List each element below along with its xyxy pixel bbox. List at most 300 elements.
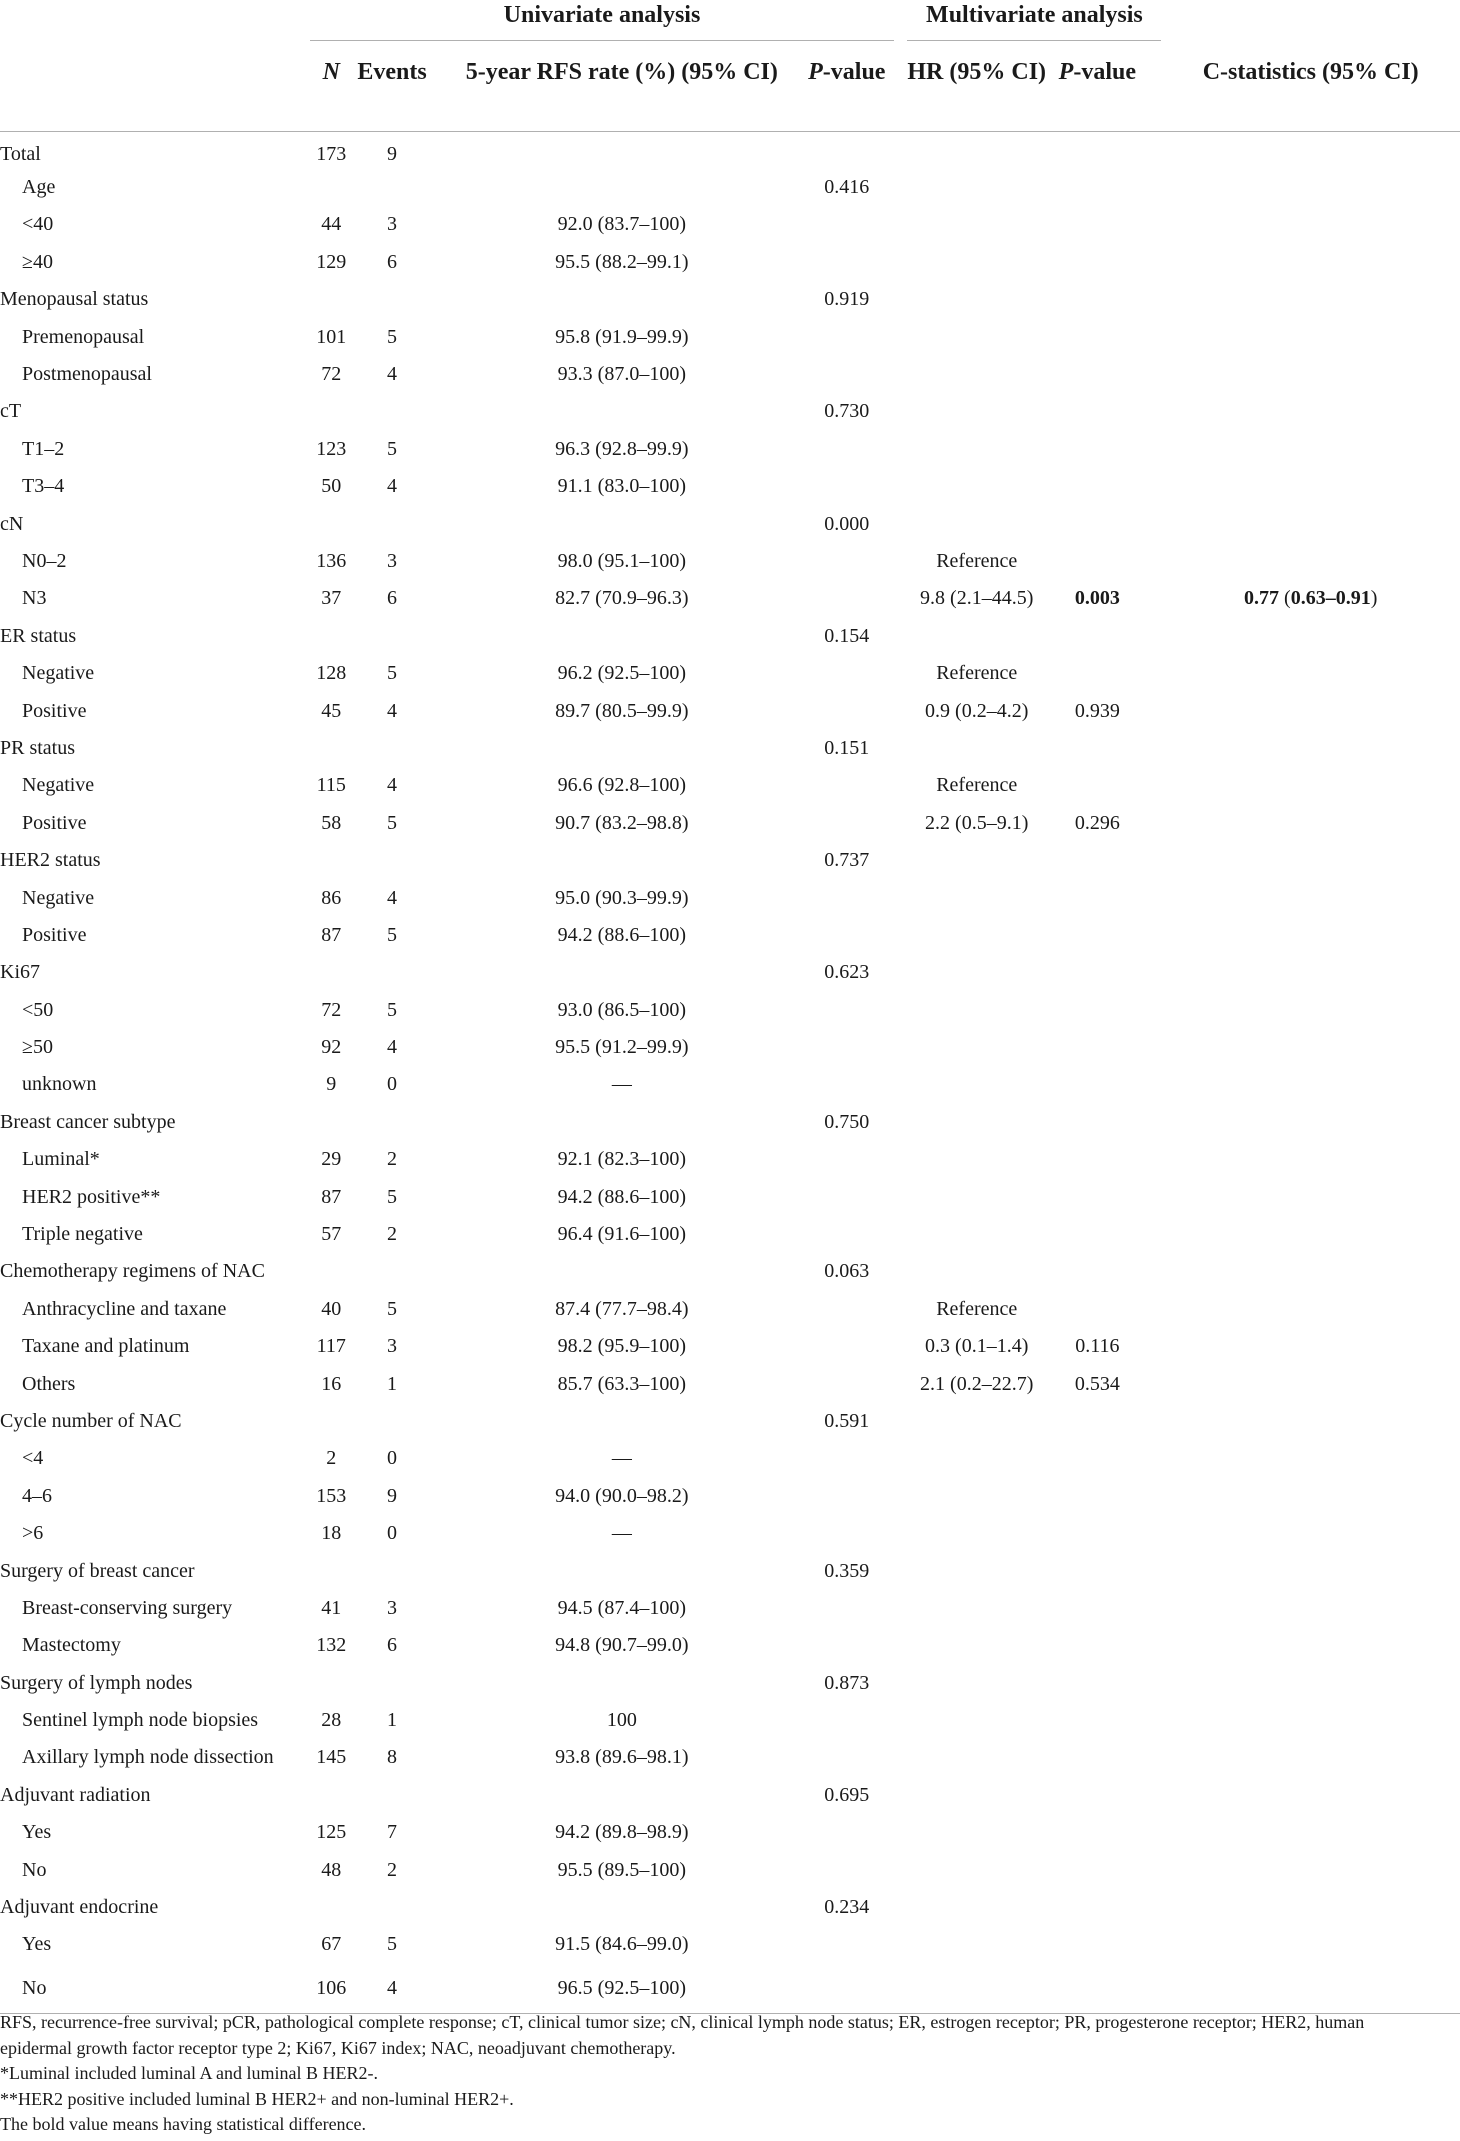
cell-cstat: [1161, 1216, 1460, 1253]
cell-hr: [907, 1777, 1046, 1814]
cell-n: [310, 1665, 352, 1702]
cell-hr: [907, 1253, 1046, 1290]
cell-cstat: [1161, 1627, 1460, 1664]
cell-pvalue-multi: [1046, 842, 1149, 879]
cell-events: 5: [387, 437, 398, 460]
table-row: [0, 1478, 1460, 1515]
cell-pvalue: 0.623: [824, 961, 870, 984]
cell-rfs: 95.0 (90.3–99.9): [555, 886, 689, 909]
cell-pvalue-multi: [1046, 1889, 1149, 1926]
cell-n: [310, 1552, 352, 1589]
cell-n: 41: [321, 1596, 342, 1619]
cell-pvalue: [800, 1590, 894, 1627]
cell-pvalue: [800, 692, 894, 729]
cell-events: 8: [387, 1746, 398, 1769]
cell-events: 4: [387, 363, 398, 386]
cell-n: [310, 1104, 352, 1141]
cell-pvalue-multi: [1046, 991, 1149, 1028]
cell-pvalue: 0.234: [824, 1896, 870, 1919]
table-row: [0, 1178, 1460, 1215]
cell-n: [310, 954, 352, 991]
cell-rfs: 91.1 (83.0–100): [557, 475, 686, 498]
cell-cstat: [1161, 1066, 1460, 1103]
cell-cstat: [1161, 1365, 1460, 1402]
cell-events: 4: [387, 1036, 398, 1059]
cell-hr: [907, 1627, 1046, 1664]
cell-hr: [907, 1702, 1046, 1739]
row-label: PR status: [0, 736, 76, 759]
cell-pvalue: [800, 1627, 894, 1664]
cell-cstat: [1161, 1590, 1460, 1627]
cell-rfs: [444, 281, 800, 318]
cell-hr: [907, 917, 1046, 954]
cell-events: 4: [387, 774, 398, 797]
table-row: [0, 1590, 1460, 1627]
cell-events: [352, 618, 432, 655]
table-row: [0, 1739, 1460, 1776]
cell-hr: [907, 1515, 1046, 1552]
cell-hr: [907, 318, 1046, 355]
cell-pvalue: [800, 431, 894, 468]
cell-n: 9: [326, 1073, 337, 1096]
cell-pvalue-multi: 0.296: [1074, 811, 1120, 834]
cell-hr: [907, 730, 1046, 767]
col-header-n: N: [310, 41, 352, 132]
cell-hr: [907, 1739, 1046, 1776]
row-label: N3: [22, 587, 47, 610]
footnote-line: RFS, recurrence-free survival; pCR, pathological complete response; cT, clinical tumor size; cN, clinical lymph node status; ER, estrogen receptor; PR, progesterone receptor; HER2, human: [0, 2012, 1365, 2032]
cell-hr: [907, 1216, 1046, 1253]
cell-pvalue: [800, 1964, 894, 2014]
table-row: [0, 1104, 1460, 1141]
cell-rfs: 92.0 (83.7–100): [557, 213, 686, 236]
cell-pvalue: [800, 655, 894, 692]
cell-events: 3: [387, 549, 398, 572]
footnote-line: *Luminal included luminal A and luminal B HER2-.: [0, 2063, 378, 2083]
cell-pvalue: [800, 1291, 894, 1328]
cell-pvalue-multi: [1046, 618, 1149, 655]
cell-n: 37: [321, 587, 342, 610]
cell-events: [352, 393, 432, 430]
cell-rfs: —: [611, 1522, 632, 1545]
table-row: [0, 1291, 1460, 1328]
cell-n: [310, 393, 352, 430]
cell-rfs: [444, 505, 800, 542]
cell-pvalue-multi: [1046, 169, 1149, 206]
row-label: No: [22, 1858, 47, 1881]
cell-pvalue-multi: [1046, 1851, 1149, 1888]
cell-rfs: 95.5 (89.5–100): [557, 1858, 686, 1881]
table-row: [0, 1328, 1460, 1365]
cell-rfs: 96.2 (92.5–100): [557, 662, 686, 685]
col-header-pvalue: P-value: [800, 41, 894, 132]
row-label: Surgery of lymph nodes: [0, 1671, 193, 1694]
cell-n: 58: [321, 811, 342, 834]
row-label: <4: [22, 1447, 44, 1470]
row-label: Positive: [22, 699, 87, 722]
cell-events: 5: [387, 1185, 398, 1208]
cell-n: 87: [321, 923, 342, 946]
cell-rfs: 96.6 (92.8–100): [557, 774, 686, 797]
cell-pvalue-multi: 0.534: [1074, 1372, 1120, 1395]
cell-pvalue: 0.359: [824, 1559, 870, 1582]
cell-cstat: [1161, 1926, 1460, 1963]
cell-n: 18: [321, 1522, 342, 1545]
cell-pvalue: [800, 206, 894, 243]
cell-cstat: 0.77 (0.63–0.91): [1244, 587, 1378, 610]
cell-n: 101: [316, 325, 347, 348]
cell-events: 2: [387, 1223, 398, 1246]
cell-pvalue: [800, 991, 894, 1028]
cell-n: 115: [316, 774, 346, 797]
cell-n: 2: [326, 1447, 337, 1470]
cell-events: 0: [387, 1522, 398, 1545]
cell-cstat: [1161, 1104, 1460, 1141]
cell-hr: [907, 1590, 1046, 1627]
cell-cstat: [1161, 1029, 1460, 1066]
cell-rfs: 94.0 (90.0–98.2): [555, 1484, 689, 1507]
cell-cstat: [1161, 1702, 1460, 1739]
col-header-hr: HR (95% CI): [907, 41, 1046, 132]
row-label: ≥40: [22, 250, 53, 273]
cell-pvalue-multi: [1046, 1291, 1149, 1328]
cell-pvalue-multi: [1046, 1066, 1149, 1103]
cell-pvalue: [800, 543, 894, 580]
cell-rfs: 93.3 (87.0–100): [557, 363, 686, 386]
cell-events: [352, 730, 432, 767]
table-row: [0, 730, 1460, 767]
cell-n: 132: [316, 1634, 347, 1657]
table-row: [0, 805, 1460, 842]
cell-rfs: 95.5 (91.2–99.9): [555, 1036, 689, 1059]
row-label: Negative: [22, 774, 95, 797]
cell-pvalue: [800, 244, 894, 281]
table-row: [0, 1216, 1460, 1253]
cell-rfs: 94.5 (87.4–100): [557, 1596, 686, 1619]
cell-pvalue: 0.151: [824, 736, 870, 759]
cell-events: 5: [387, 325, 398, 348]
cell-pvalue: 0.750: [824, 1110, 870, 1133]
cell-n: 50: [321, 475, 342, 498]
cell-pvalue: 0.063: [824, 1260, 870, 1283]
cell-pvalue-multi: [1046, 431, 1149, 468]
cell-hr: [907, 879, 1046, 916]
table-row: [0, 1066, 1460, 1103]
cell-rfs: 91.5 (84.6–99.0): [555, 1933, 689, 1956]
row-label: Adjuvant endocrine: [0, 1896, 159, 1919]
cell-cstat: [1161, 206, 1460, 243]
cell-cstat: [1161, 505, 1460, 542]
cell-events: [352, 954, 432, 991]
table-row: [0, 1814, 1460, 1851]
row-label: Luminal*: [22, 1148, 100, 1171]
table-row: [0, 1253, 1460, 1290]
cell-pvalue-multi: [1046, 1702, 1149, 1739]
cell-pvalue: [800, 1029, 894, 1066]
row-label: Menopausal status: [0, 288, 149, 311]
cell-hr: [907, 1926, 1046, 1963]
cell-n: 125: [316, 1821, 347, 1844]
footnote-line: The bold value means having statistical difference.: [0, 2114, 367, 2134]
cell-cstat: [1161, 1851, 1460, 1888]
footnotes: [0, 2010, 1460, 2138]
cell-n: [310, 281, 352, 318]
cell-events: [352, 1253, 432, 1290]
row-label: Negative: [22, 886, 95, 909]
table-row: [0, 431, 1460, 468]
cell-rfs: [444, 169, 800, 206]
row-label: Mastectomy: [22, 1634, 121, 1657]
cell-hr: [907, 1178, 1046, 1215]
cell-pvalue-multi: [1046, 206, 1149, 243]
cell-n: 67: [321, 1933, 342, 1956]
cell-rfs: 92.1 (82.3–100): [557, 1148, 686, 1171]
cell-hr: [907, 1889, 1046, 1926]
row-label: N0–2: [22, 549, 67, 572]
table-row: [0, 1665, 1460, 1702]
row-label: Axillary lymph node dissection: [22, 1746, 274, 1769]
cell-pvalue: [800, 1216, 894, 1253]
cell-pvalue: [800, 580, 894, 617]
cell-n: 86: [321, 886, 342, 909]
cell-pvalue: [800, 1328, 894, 1365]
cell-pvalue-multi: [1046, 244, 1149, 281]
cell-events: 7: [387, 1821, 398, 1844]
row-label: T3–4: [22, 475, 65, 498]
cell-events: 4: [387, 699, 398, 722]
cell-events: 5: [387, 1933, 398, 1956]
row-label: Surgery of breast cancer: [0, 1559, 195, 1582]
cell-cstat: [1161, 169, 1460, 206]
table-row: [0, 917, 1460, 954]
cell-pvalue: 0.730: [824, 400, 870, 423]
cell-pvalue: [800, 879, 894, 916]
cell-pvalue-multi: [1046, 505, 1149, 542]
cell-events: 9: [387, 142, 398, 165]
cell-cstat: [1161, 244, 1460, 281]
cell-hr: [907, 1066, 1046, 1103]
cell-pvalue-multi: [1046, 1926, 1149, 1963]
table-row: [0, 692, 1460, 729]
table-row: [0, 767, 1460, 804]
cell-n: 16: [321, 1372, 342, 1395]
cell-hr: [907, 1141, 1046, 1178]
table-row: [0, 1141, 1460, 1178]
cell-hr: [907, 431, 1046, 468]
cell-cstat: [1161, 917, 1460, 954]
cell-cstat: [1161, 1328, 1460, 1365]
cell-hr: Reference: [936, 1297, 1018, 1320]
table-row: [0, 879, 1460, 916]
cell-pvalue-multi: [1046, 1029, 1149, 1066]
cell-n: [310, 1253, 352, 1290]
cell-n: 29: [321, 1148, 342, 1171]
table-row: [0, 1851, 1460, 1888]
row-label: Premenopausal: [22, 325, 145, 348]
cell-pvalue: [800, 1178, 894, 1215]
cell-hr: [907, 169, 1046, 206]
cell-pvalue-multi: [1046, 1814, 1149, 1851]
cell-n: 72: [321, 363, 342, 386]
cell-n: [310, 505, 352, 542]
cell-pvalue-multi: [1046, 1403, 1149, 1440]
cell-n: 145: [316, 1746, 347, 1769]
table-row: [0, 1440, 1460, 1477]
row-label: <50: [22, 998, 54, 1021]
cell-n: [310, 169, 352, 206]
footnote-line: **HER2 positive included luminal B HER2+ and non-luminal HER2+.: [0, 2088, 514, 2109]
table-row: [0, 954, 1460, 991]
cell-pvalue-multi: 0.939: [1074, 699, 1120, 722]
cell-pvalue: [800, 917, 894, 954]
cell-pvalue-multi: [1046, 1665, 1149, 1702]
cell-events: 5: [387, 811, 398, 834]
cell-hr: [907, 1029, 1046, 1066]
cell-rfs: 87.4 (77.7–98.4): [555, 1297, 689, 1320]
cell-cstat: [1161, 468, 1460, 505]
cell-pvalue-multi: [1046, 1552, 1149, 1589]
cell-hr: [907, 281, 1046, 318]
cell-hr: [907, 1814, 1046, 1851]
cell-n: [310, 842, 352, 879]
cell-pvalue-multi: [1046, 356, 1149, 393]
cell-hr: [907, 1665, 1046, 1702]
cell-events: 6: [387, 587, 398, 610]
table-row: [0, 1702, 1460, 1739]
cell-pvalue-multi: [1046, 1964, 1149, 2014]
cell-events: 9: [387, 1484, 398, 1507]
cell-n: 57: [321, 1223, 342, 1246]
cell-rfs: 94.8 (90.7–99.0): [555, 1634, 689, 1657]
table-row: [0, 1403, 1460, 1440]
cell-cstat: [1161, 1478, 1460, 1515]
cell-hr: [907, 1403, 1046, 1440]
cell-events: 0: [387, 1447, 398, 1470]
group-univariate: Univariate analysis: [310, 0, 893, 41]
cell-pvalue-multi: [1046, 655, 1149, 692]
row-label: >6: [22, 1522, 44, 1545]
cell-events: 5: [387, 923, 398, 946]
cell-hr: Reference: [936, 662, 1018, 685]
table-row: [0, 618, 1460, 655]
group-header-row: [0, 0, 1460, 41]
cell-pvalue: [800, 318, 894, 355]
cell-pvalue-multi: [1046, 1627, 1149, 1664]
cell-n: 28: [321, 1709, 342, 1732]
cell-cstat: [1161, 767, 1460, 804]
cell-rfs: 82.7 (70.9–96.3): [555, 587, 689, 610]
cell-pvalue-multi: [1046, 1216, 1149, 1253]
cell-rfs: 98.0 (95.1–100): [557, 549, 686, 572]
cell-cstat: [1161, 954, 1460, 991]
cell-rfs: 85.7 (63.3–100): [557, 1372, 686, 1395]
cell-n: 136: [316, 549, 347, 572]
cell-hr: [907, 991, 1046, 1028]
cell-pvalue-multi: 0.003: [1074, 587, 1120, 610]
cell-rfs: 93.8 (89.6–98.1): [555, 1746, 689, 1769]
row-label: Breast-conserving surgery: [22, 1596, 233, 1619]
cell-rfs: 96.5 (92.5–100): [444, 1964, 800, 2014]
cell-pvalue-multi: [1046, 767, 1149, 804]
cell-pvalue: [800, 767, 894, 804]
table-row: [0, 206, 1460, 243]
cell-cstat: [1161, 1515, 1460, 1552]
cell-hr: [907, 842, 1046, 879]
cell-pvalue-multi: [1046, 917, 1149, 954]
cell-events: 3: [387, 213, 398, 236]
row-label: 4–6: [22, 1484, 52, 1507]
cell-rfs: 90.7 (83.2–98.8): [555, 811, 689, 834]
table-row: [0, 842, 1460, 879]
cell-events: [352, 1104, 432, 1141]
table-row: [0, 169, 1460, 206]
cell-pvalue-multi: [1046, 1739, 1149, 1776]
table-row: [0, 1777, 1460, 1814]
row-label: Triple negative: [22, 1223, 143, 1246]
table-row: [0, 1889, 1460, 1926]
cell-events: [352, 1552, 432, 1589]
cell-pvalue-multi: [1046, 281, 1149, 318]
cell-n: 40: [321, 1297, 342, 1320]
cell-rfs: 94.2 (89.8–98.9): [555, 1821, 689, 1844]
cell-rfs: —: [611, 1073, 632, 1096]
cell-n: 92: [321, 1036, 342, 1059]
cell-cstat: [1161, 842, 1460, 879]
cell-n: 117: [316, 1335, 346, 1358]
cell-pvalue: [800, 1814, 894, 1851]
cell-hr: 0.9 (0.2–4.2): [925, 699, 1029, 722]
cell-rfs: [444, 1777, 800, 1814]
cell-n: 106: [310, 1964, 352, 2014]
cell-hr: [907, 1104, 1046, 1141]
cell-hr: [907, 1964, 1046, 2014]
cell-pvalue-multi: [1046, 1178, 1149, 1215]
cell-pvalue: [800, 1926, 894, 1963]
cell-rfs: [444, 618, 800, 655]
cell-cstat: [1161, 431, 1460, 468]
cell-pvalue: 0.000: [824, 512, 870, 535]
cell-rfs: [444, 954, 800, 991]
cell-rfs: 95.8 (91.9–99.9): [555, 325, 689, 348]
cell-rfs: [444, 1253, 800, 1290]
cell-n: 129: [316, 250, 347, 273]
cell-cstat: [1161, 1178, 1460, 1215]
cell-cstat: [1161, 393, 1460, 430]
cell-pvalue: [800, 1515, 894, 1552]
cell-n: 173: [316, 142, 347, 165]
cell-events: [352, 1403, 432, 1440]
cell-pvalue: 0.416: [824, 176, 870, 199]
cell-hr: [907, 618, 1046, 655]
cell-pvalue: 0.695: [824, 1783, 870, 1806]
cell-pvalue: [800, 468, 894, 505]
cell-n: 87: [321, 1185, 342, 1208]
cell-cstat: [1161, 991, 1460, 1028]
cell-hr: Reference: [936, 549, 1018, 572]
cell-events: 3: [387, 1596, 398, 1619]
cell-rfs: 94.2 (88.6–100): [557, 1185, 686, 1208]
cell-events: 2: [387, 1148, 398, 1171]
cell-cstat: [1161, 730, 1460, 767]
table-row: [0, 505, 1460, 542]
table-row: [0, 1627, 1460, 1664]
cell-n: 72: [321, 998, 342, 1021]
table-row: [0, 1926, 1460, 1963]
cell-n: [310, 1889, 352, 1926]
cell-pvalue-multi: 0.116: [1075, 1335, 1120, 1358]
group-multivariate: Multivariate analysis: [907, 0, 1161, 41]
cell-rfs: [444, 730, 800, 767]
